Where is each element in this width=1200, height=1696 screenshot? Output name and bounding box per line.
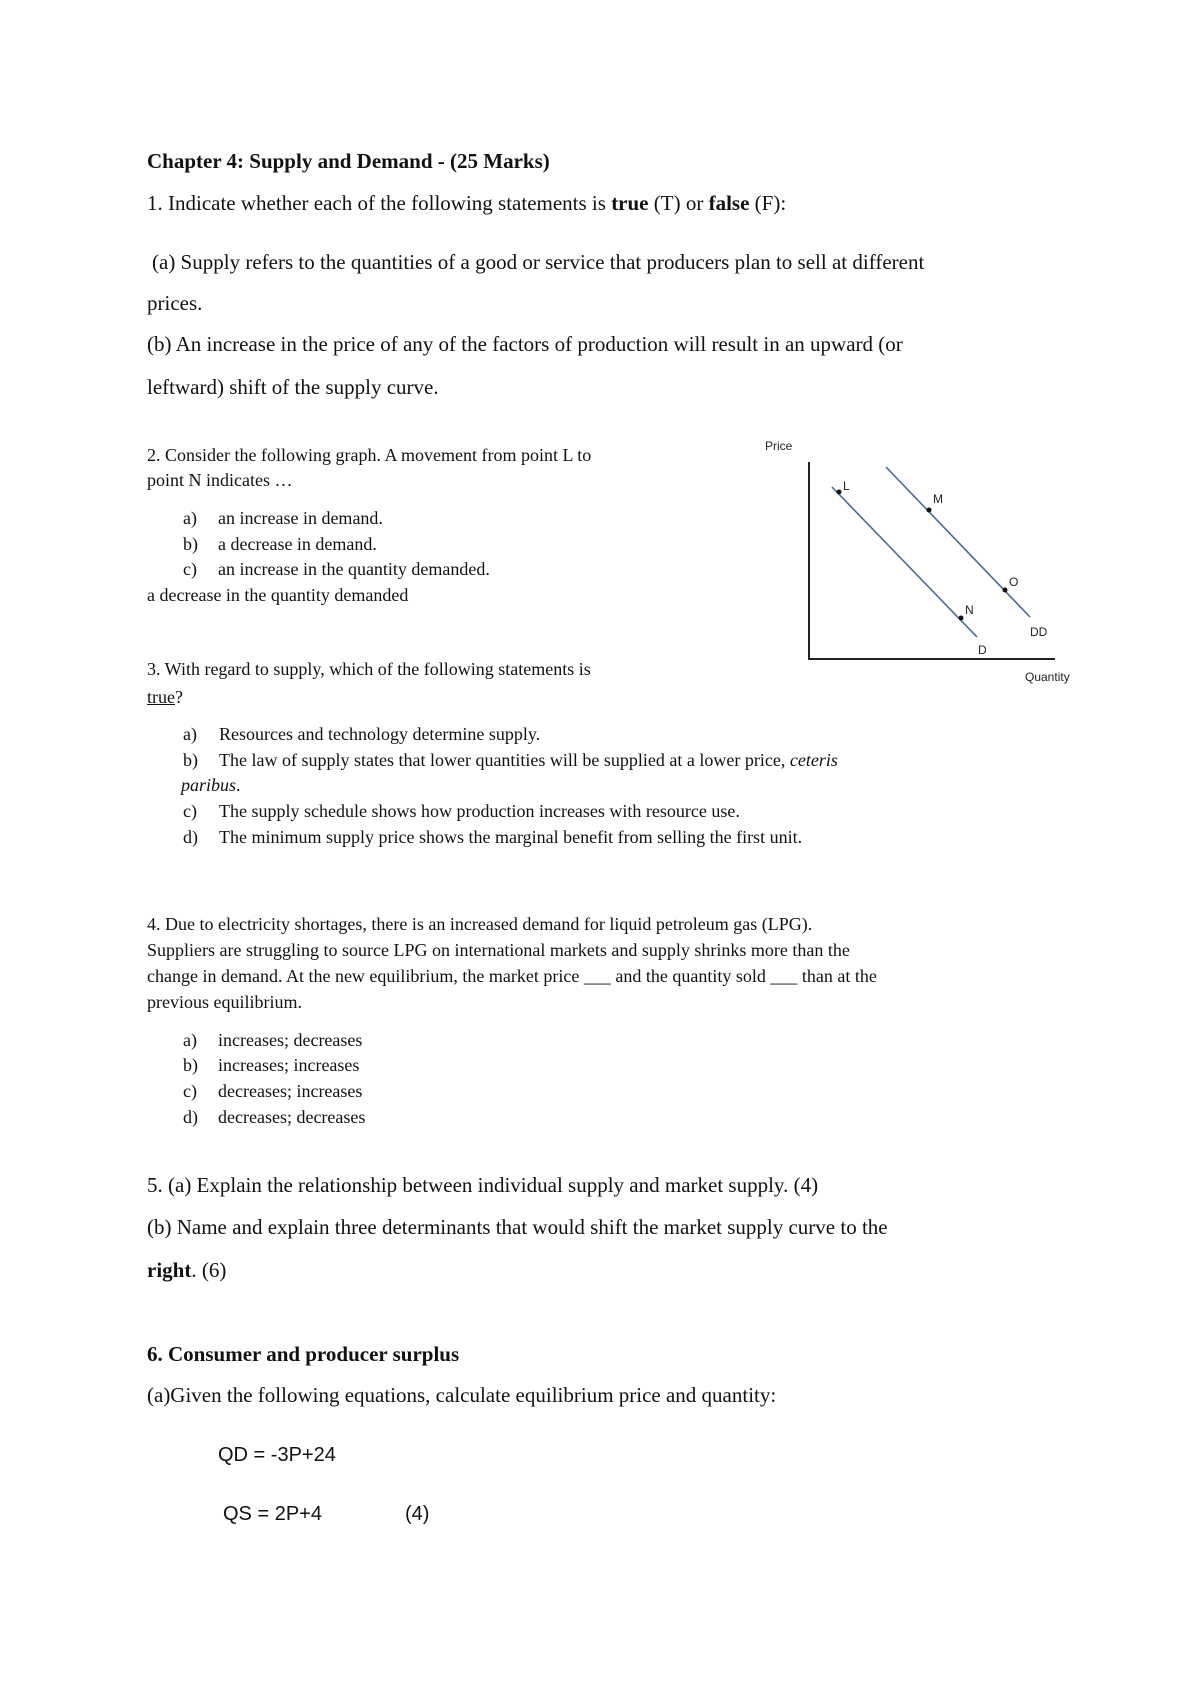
q5-a: 5. (a) Explain the relationship between individual supply and market supply. (4) [147,1173,819,1197]
q1-a-line2: prices. [147,291,203,315]
q4-line2: Suppliers are struggling to source LPG on international markets and supply shrinks more than the [147,940,850,960]
q1-b-line2: leftward) shift of the supply curve. [147,375,439,399]
label-n: N [965,603,974,617]
q4-option-b: b) increases; increases [183,1055,360,1075]
quantity-axis-label: Quantity [1025,670,1070,684]
q2-option-b: b) a decrease in demand. [183,534,377,554]
q3-option-d: d) The minimum supply price shows the marginal benefit from selling the first unit. [183,827,803,847]
q3-option-b: b) The law of supply states that lower quantities will be supplied at a lower price, ceteris [183,750,838,770]
point-m [927,508,932,513]
q3-option-b-cont: paribus. [181,775,241,795]
label-m: M [933,492,943,506]
q2-option-c: c) an increase in the quantity demanded. [183,559,490,579]
chapter-title: Chapter 4: Supply and Demand - (25 Marks) [147,149,550,173]
q4-line4: previous equilibrium. [147,992,302,1012]
q6-marks: (4) [405,1503,430,1525]
point-l [837,490,842,495]
q4-line3: change in demand. At the new equilibrium, the market price ___ and the quantity sold ___ than at the [147,966,877,986]
label-dd: DD [1030,625,1048,639]
q4-option-d: d) decreases; decreases [183,1107,366,1127]
q4-line1: 4. Due to electricity shortages, there is an increased demand for liquid petroleum gas (LPG). [147,914,813,934]
point-o [1003,588,1008,593]
point-n [959,616,964,621]
q1-b-line1: (b) An increase in the price of any of the factors of production will result in an upward (or [147,332,903,356]
q1-a-line1: (a) Supply refers to the quantities of a good or service that producers plan to sell at different [152,250,925,274]
label-o: O [1009,575,1019,589]
demand-curve-d [832,487,977,637]
q6-a: (a)Given the following equations, calculate equilibrium price and quantity: [147,1383,777,1407]
label-d: D [978,643,987,657]
q2-option-d: a decrease in the quantity demanded [147,585,409,605]
q5-b-cont: right. (6) [147,1258,227,1282]
q3-line2: true? [147,687,183,707]
demand-curve-dd [886,467,1030,617]
qd-equation: QD = -3P+24 [218,1444,336,1466]
q2-option-a: a) an increase in demand. [183,508,383,528]
q4-option-a: a) increases; decreases [183,1030,363,1050]
label-l: L [843,479,850,493]
q1-prompt: 1. Indicate whether each of the following statements is true (T) or false (F): [147,191,787,215]
price-axis-label: Price [765,439,793,453]
qs-equation: QS = 2P+4 [223,1503,322,1525]
q2-line2: point N indicates … [147,470,293,490]
q3-option-c: c) The supply schedule shows how production increases with resource use. [183,801,740,821]
q2-line1: 2. Consider the following graph. A movement from point L to [147,445,592,465]
q5-b: (b) Name and explain three determinants that would shift the market supply curve to the [147,1215,888,1239]
q3-option-a: a) Resources and technology determine supply. [183,724,541,744]
q6-title: 6. Consumer and producer surplus [147,1342,460,1366]
q3-line1: 3. With regard to supply, which of the following statements is [147,659,591,679]
q4-option-c: c) decreases; increases [183,1081,363,1101]
